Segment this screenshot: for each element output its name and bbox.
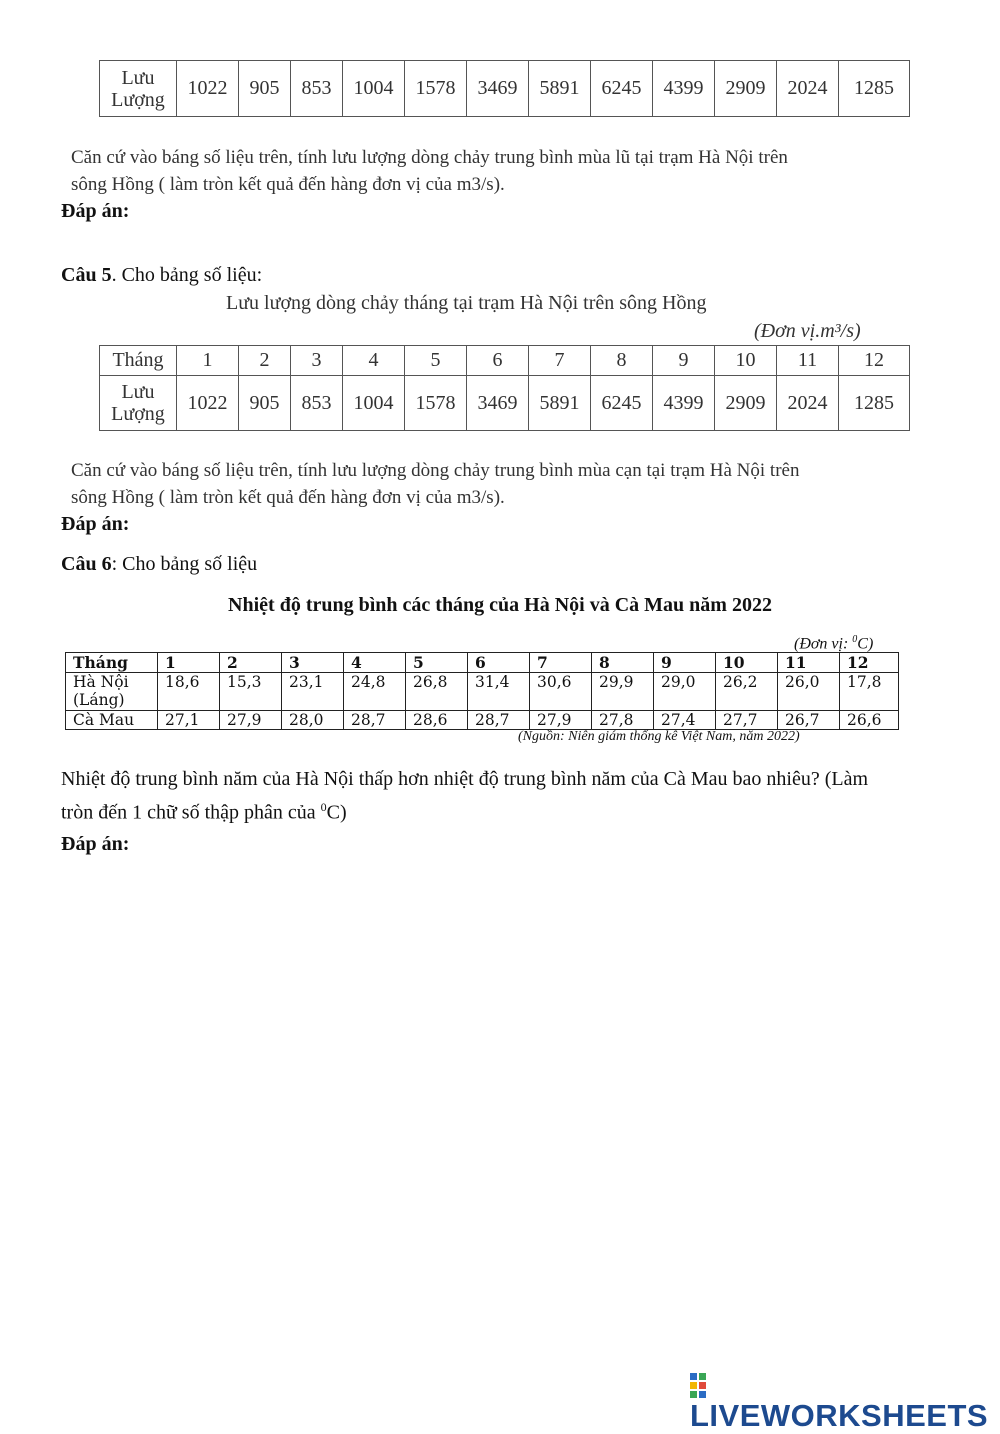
month-cell: 5	[406, 653, 468, 673]
table-cell: 1022	[177, 61, 239, 117]
table-cell: 853	[291, 376, 343, 431]
row-label: Lưu Lượng	[100, 376, 177, 431]
month-cell: 11	[778, 653, 840, 673]
month-cell: 12	[840, 653, 899, 673]
table-cell: 2024	[777, 376, 839, 431]
table-cell: 5891	[529, 61, 591, 117]
table-cell: 28,7	[468, 711, 530, 730]
table-cell: 27,1	[158, 711, 220, 730]
row-label: Hà Nội (Láng)	[66, 673, 158, 711]
q5-heading: Câu 5. Cho bảng số liệu:	[61, 264, 263, 286]
month-cell: 7	[529, 346, 591, 376]
table-cell: 3469	[467, 61, 529, 117]
month-cell: 9	[654, 653, 716, 673]
month-cell: 9	[653, 346, 715, 376]
table-cell: 4399	[653, 61, 715, 117]
month-cell: 8	[591, 346, 653, 376]
table-cell: 27,8	[592, 711, 654, 730]
month-cell: 4	[343, 346, 405, 376]
table-cell: 1004	[343, 376, 405, 431]
month-cell: 7	[530, 653, 592, 673]
q6-table-title: Nhiệt độ trung bình các tháng của Hà Nội và Cà Mau năm 2022	[228, 594, 772, 616]
table-cell: 26,0	[778, 673, 840, 711]
table-cell: 27,4	[654, 711, 716, 730]
q6-question: Nhiệt độ trung bình năm của Hà Nội thấp hơn nhiệt độ trung bình năm của Cà Mau bao nhiêu? (Làm tròn đến 1 chữ số thập phân của $^0$C)	[61, 768, 869, 824]
row-label: Lưu Lượng	[100, 61, 177, 117]
month-cell: 1	[158, 653, 220, 673]
table-cell: 28,0	[282, 711, 344, 730]
month-cell: 10	[716, 653, 778, 673]
liveworksheets-logo	[690, 1373, 1000, 1434]
q5-table-title: Lưu lượng dòng chảy tháng tại trạm Hà Nội trên sông Hồng	[226, 292, 707, 314]
q6-heading: Câu 6: Cho bảng số liệu	[61, 553, 258, 575]
table-cell: 2909	[715, 61, 777, 117]
table-row	[66, 673, 899, 711]
logo-grid-icon	[690, 1373, 706, 1398]
month-cell: 4	[344, 653, 406, 673]
table-cell: 1285	[839, 61, 910, 117]
q5-unit: (Đơn vị.m³/s)	[754, 320, 861, 342]
table-row	[66, 653, 899, 673]
table-cell: 905	[239, 61, 291, 117]
q6-unit: (Đơn vị: $^0$C)	[794, 634, 874, 653]
table-cell: 905	[239, 376, 291, 431]
table-cell: 29,0	[654, 673, 716, 711]
table-cell: 28,6	[406, 711, 468, 730]
month-header: Tháng	[66, 653, 158, 673]
table-cell: 6245	[591, 61, 653, 117]
table-cell: 1004	[343, 61, 405, 117]
month-cell: 12	[839, 346, 910, 376]
month-cell: 1	[177, 346, 239, 376]
table-cell: 27,9	[530, 711, 592, 730]
table-cell: 2909	[715, 376, 777, 431]
answer-label: Đáp án:	[61, 200, 130, 222]
month-cell: 11	[777, 346, 839, 376]
table-cell: 31,4	[468, 673, 530, 711]
table-cell: 1578	[405, 61, 467, 117]
answer-label: Đáp án:	[61, 513, 130, 535]
table-cell: 27,7	[716, 711, 778, 730]
table-cell: 28,7	[344, 711, 406, 730]
month-header: Tháng	[100, 346, 177, 376]
table-cell: 17,8	[840, 673, 899, 711]
logo-text: LIVEWORKSHEETS	[690, 1398, 989, 1433]
table-row	[100, 61, 910, 117]
month-cell: 2	[220, 653, 282, 673]
table-cell: 1578	[405, 376, 467, 431]
table-cell: 3469	[467, 376, 529, 431]
table-cell: 29,9	[592, 673, 654, 711]
month-cell: 10	[715, 346, 777, 376]
month-cell: 8	[592, 653, 654, 673]
month-cell: 2	[239, 346, 291, 376]
table-cell: 4399	[653, 376, 715, 431]
table-cell: 26,6	[840, 711, 899, 730]
table-cell: 1022	[177, 376, 239, 431]
month-cell: 6	[467, 346, 529, 376]
table-cell: 26,8	[406, 673, 468, 711]
table-cell: 15,3	[220, 673, 282, 711]
table-row	[100, 346, 910, 376]
row-label: Cà Mau	[66, 711, 158, 730]
q4-text: Căn cứ vào báng số liệu trên, tính lưu lượng dòng chảy trung bình mùa lũ tại trạm Hà Nội trên sông Hồng ( làm tròn kết quả đến hàng đơn vị của m3/s).	[71, 147, 788, 195]
q5-text: Căn cứ vào báng số liệu trên, tính lưu lượng dòng chảy trung bình mùa cạn tại trạm Hà Nội trên sông Hồng ( làm tròn kết quả đến hàng đơn vị của m3/s).	[71, 460, 800, 508]
table-cell: 27,9	[220, 711, 282, 730]
q6-source: (Nguồn: Niên giám thống kê Việt Nam, năm 2022)	[518, 729, 800, 744]
month-cell: 3	[291, 346, 343, 376]
top-flow-table	[99, 60, 910, 117]
table-cell: 23,1	[282, 673, 344, 711]
table-row	[66, 711, 899, 730]
answer-label: Đáp án:	[61, 833, 130, 855]
month-cell: 5	[405, 346, 467, 376]
table-cell: 18,6	[158, 673, 220, 711]
table-cell: 853	[291, 61, 343, 117]
table-row	[100, 376, 910, 431]
table-cell: 24,8	[344, 673, 406, 711]
table-cell: 2024	[777, 61, 839, 117]
q6-temperature-table	[65, 652, 899, 730]
table-cell: 5891	[529, 376, 591, 431]
month-cell: 6	[468, 653, 530, 673]
month-cell: 3	[282, 653, 344, 673]
table-cell: 26,2	[716, 673, 778, 711]
table-cell: 6245	[591, 376, 653, 431]
table-cell: 1285	[839, 376, 910, 431]
table-cell: 30,6	[530, 673, 592, 711]
table-cell: 26,7	[778, 711, 840, 730]
q5-flow-table	[99, 345, 910, 431]
